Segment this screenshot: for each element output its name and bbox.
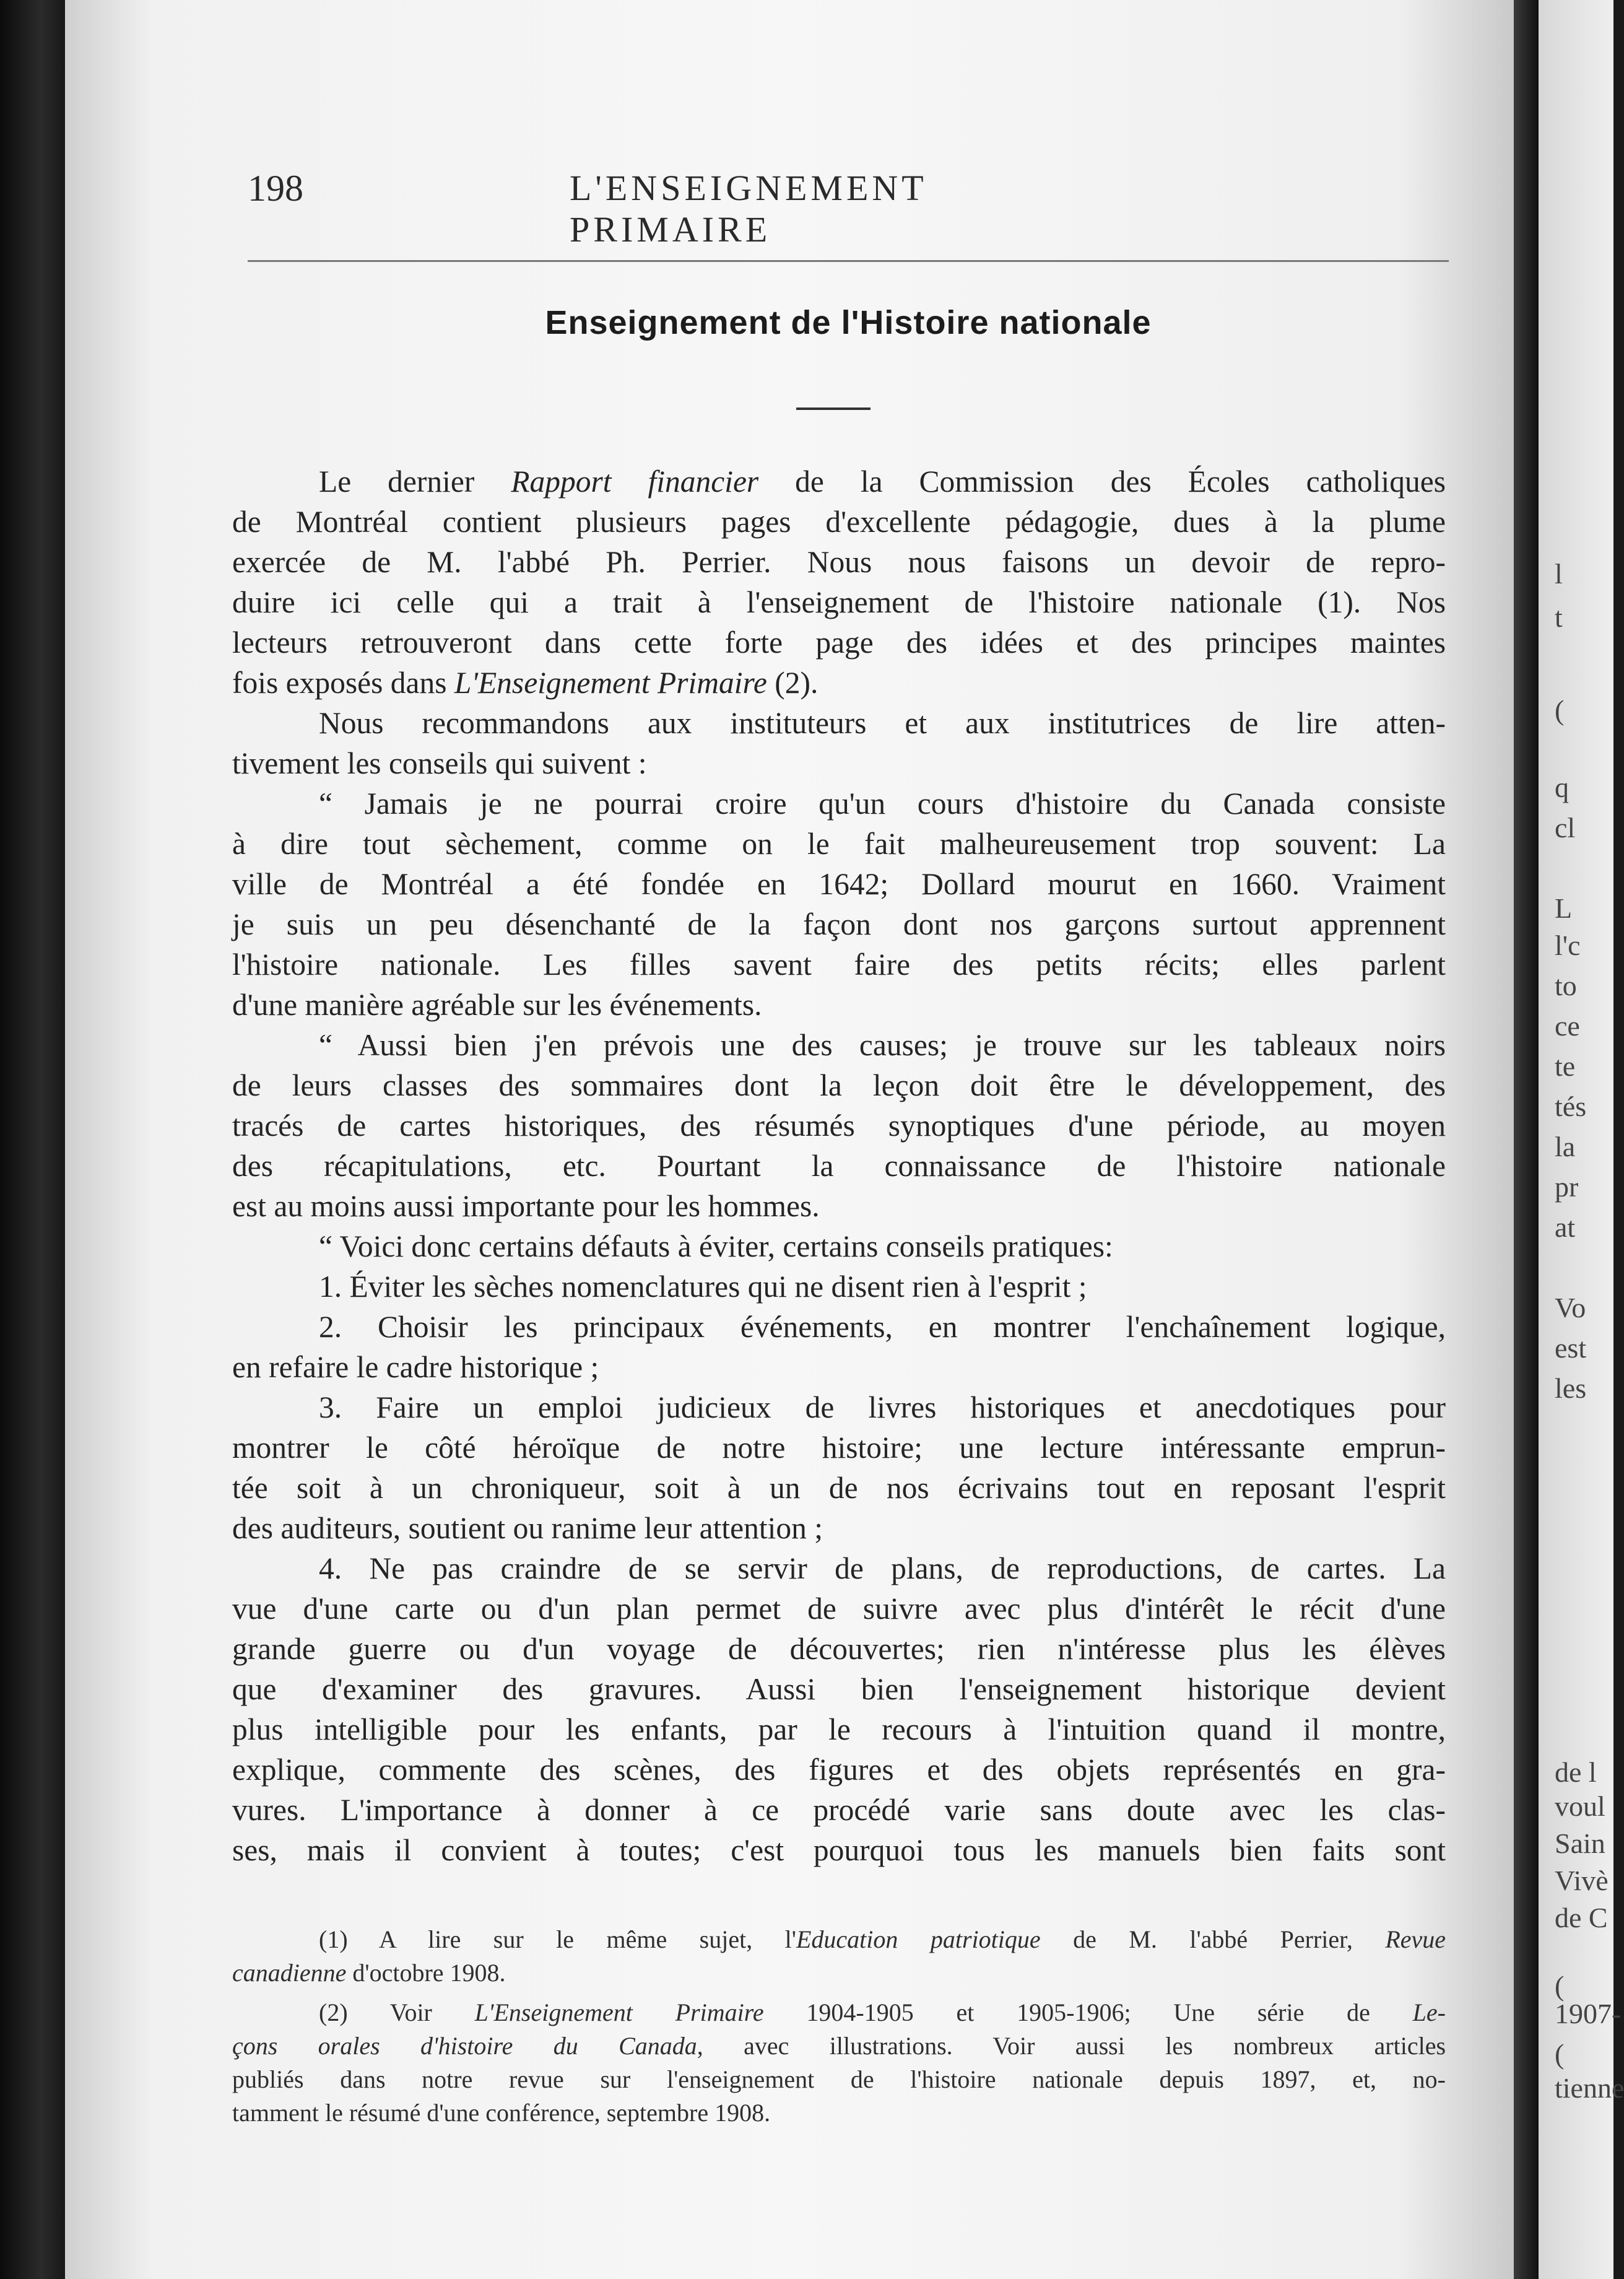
body-line: explique, commente des scènes, des figures et des objets représentés en gra-: [232, 1753, 1446, 1787]
footnote-line: canadienne d'octobre 1908.: [232, 1959, 506, 1987]
adjacent-fragment: voul: [1555, 1790, 1605, 1822]
adjacent-fragment: ce: [1555, 1010, 1580, 1042]
adjacent-fragment: les: [1555, 1372, 1587, 1404]
body-line: “ Jamais je ne pourrai croire qu'un cours d'histoire du Canada consiste: [319, 787, 1446, 821]
body-line: tivement les conseils qui suivent :: [232, 746, 647, 780]
body-line: Le dernier Rapport financier de la Commission des Écoles catholiques: [319, 464, 1446, 499]
adjacent-fragment: tienne: [1555, 2072, 1624, 2104]
body-line: vures. L'importance à donner à ce procédé varie sans doute avec les clas-: [232, 1793, 1446, 1827]
adjacent-fragment: Sain: [1555, 1828, 1605, 1859]
body-line: de leurs classes des sommaires dont la leçon doit être le développement, des: [232, 1068, 1446, 1102]
body-line: plus intelligible pour les enfants, par le recours à l'intuition quand il montre,: [232, 1712, 1446, 1746]
footnote-line: (1) A lire sur le même sujet, l'Education patriotique de M. l'abbé Perrier, Revue: [319, 1925, 1446, 1953]
body-line: 4. Ne pas craindre de se servir de plans, de reproductions, de cartes. La: [319, 1551, 1446, 1585]
article-title: Enseignement de l'Histoire nationale: [545, 304, 1152, 341]
body-line: 1. Éviter les sèches nomenclatures qui ne disent rien à l'esprit ;: [319, 1270, 1087, 1304]
adjacent-fragment: Vo: [1555, 1292, 1586, 1323]
body-line: 2. Choisir les principaux événements, en montrer l'enchaînement logique,: [319, 1310, 1446, 1344]
footnotes: [232, 1923, 1446, 2130]
adjacent-fragment: q: [1555, 772, 1569, 803]
footnote-line: tamment le résumé d'une conférence, septembre 1908.: [232, 2099, 771, 2127]
body-line: de Montréal contient plusieurs pages d'excellente pédagogie, dues à la plume: [232, 505, 1446, 539]
body-line: d'une manière agréable sur les événements.: [232, 988, 762, 1022]
article-body: [232, 461, 1446, 1870]
body-line: fois exposés dans L'Enseignement Primaire (2).: [232, 666, 819, 700]
body-line: je suis un peu désenchanté de la façon dont nos garçons surtout apprennent: [232, 907, 1446, 941]
body-line: des auditeurs, soutient ou ranime leur attention ;: [232, 1511, 823, 1545]
body-line: des récapitulations, etc. Pourtant la connaissance de l'histoire nationale: [232, 1149, 1446, 1183]
adjacent-fragment: (: [1555, 694, 1565, 726]
body-line: tée soit à un chroniqueur, soit à un de nos écrivains tout en reposant l'esprit: [232, 1471, 1446, 1505]
page-number: 198: [248, 168, 303, 209]
adjacent-fragment: t: [1555, 601, 1563, 633]
body-line: ses, mais il convient à toutes; c'est pourquoi tous les manuels bien faits sont: [232, 1833, 1446, 1867]
body-line: “ Voici donc certains défauts à éviter, certains conseils pratiques:: [319, 1229, 1113, 1263]
adjacent-fragment: pr: [1555, 1171, 1579, 1203]
adjacent-fragment: L: [1555, 892, 1573, 924]
adjacent-fragment: tés: [1555, 1091, 1587, 1122]
body-line: 3. Faire un emploi judicieux de livres historiques et anecdotiques pour: [319, 1390, 1446, 1424]
body-line: exercée de M. l'abbé Ph. Perrier. Nous nous faisons un devoir de repro-: [232, 545, 1446, 579]
body-line: vue d'une carte ou d'un plan permet de suivre avec plus d'intérêt le récit d'une: [232, 1592, 1446, 1626]
body-line: tracés de cartes historiques, des résumés synoptiques d'une période, au moyen: [232, 1109, 1446, 1143]
adjacent-fragment: to: [1555, 970, 1577, 1001]
adjacent-page-edge: [1539, 0, 1624, 2279]
adjacent-fragment: de l: [1555, 1756, 1597, 1788]
body-line: grande guerre ou d'un voyage de découvertes; rien n'intéresse plus les élèves: [232, 1632, 1446, 1666]
body-line: que d'examiner des gravures. Aussi bien l'enseignement historique devient: [232, 1672, 1446, 1706]
body-line: l'histoire nationale. Les filles savent faire des petits récits; elles parlent: [232, 948, 1446, 982]
footnote-line: (2) Voir L'Enseignement Primaire 1904-1905 et 1905-1906; Une série de Le-: [319, 1998, 1446, 2026]
running-title: L'ENSEIGNEMENT PRIMAIRE: [570, 168, 927, 250]
adjacent-fragment: 1907-: [1555, 1998, 1622, 2029]
title-rule: [796, 407, 871, 410]
adjacent-fragment: te: [1555, 1050, 1576, 1082]
adjacent-fragment: (: [1555, 1970, 1565, 2002]
body-line: lecteurs retrouveront dans cette forte page des idées et des principes maintes: [232, 625, 1446, 660]
adjacent-fragment: (: [1555, 2038, 1565, 2070]
footnote-line: çons orales d'histoire du Canada, avec illustrations. Voir aussi les nombreux articles: [232, 2032, 1446, 2060]
body-line: Nous recommandons aux instituteurs et aux institutrices de lire atten-: [319, 706, 1446, 740]
body-line: montrer le côté héroïque de notre histoire; une lecture intéressante emprun-: [232, 1431, 1446, 1465]
gutter-shadow: [1514, 0, 1539, 2279]
book-spine: [0, 0, 68, 2279]
adjacent-fragment: de C: [1555, 1902, 1608, 1933]
body-line: est au moins aussi importante pour les hommes.: [232, 1189, 820, 1223]
running-header: [248, 167, 1139, 250]
body-line: “ Aussi bien j'en prévois une des causes; je trouve sur les tableaux noirs: [319, 1028, 1446, 1062]
body-line: ville de Montréal a été fondée en 1642; Dollard mourut en 1660. Vraiment: [232, 867, 1446, 901]
adjacent-fragment: cl: [1555, 812, 1576, 843]
adjacent-fragment: l: [1555, 558, 1563, 590]
adjacent-fragment: l'c: [1555, 930, 1581, 961]
body-line: en refaire le cadre historique ;: [232, 1350, 599, 1384]
body-line: duire ici celle qui a trait à l'enseignement de l'histoire nationale (1). Nos: [232, 585, 1446, 619]
adjacent-fragment: la: [1555, 1131, 1576, 1162]
adjacent-fragment: at: [1555, 1211, 1576, 1243]
adjacent-fragment: est: [1555, 1332, 1587, 1364]
body-line: à dire tout sèchement, comme on le fait malheureusement trop souvent: La: [232, 827, 1446, 861]
adjacent-fragment: Vivè: [1555, 1865, 1609, 1896]
header-rule: [248, 260, 1449, 262]
footnote-line: publiés dans notre revue sur l'enseignement de l'histoire nationale depuis 1897, et, no-: [232, 2065, 1446, 2093]
